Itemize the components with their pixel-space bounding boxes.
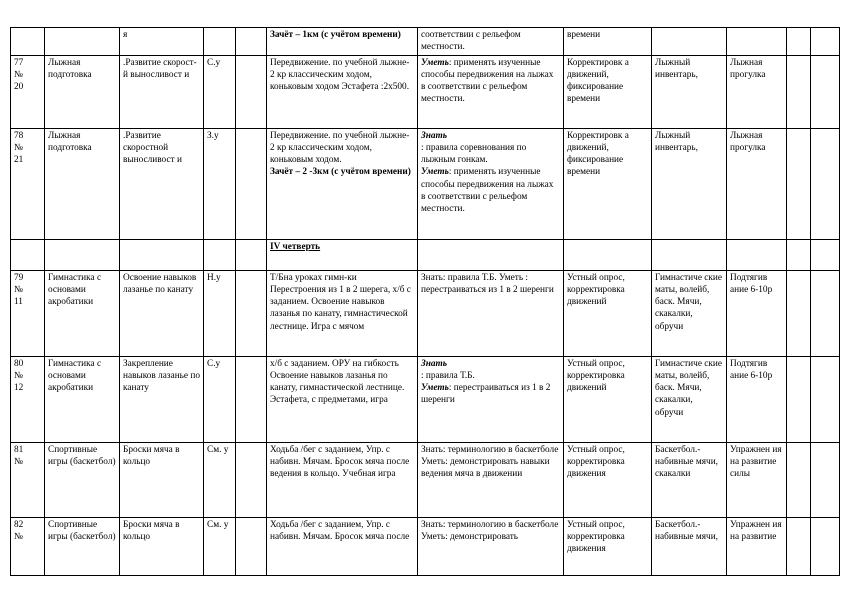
requirements-text: : правила Т.Б. — [421, 370, 475, 381]
lesson-number-text: 81 — [14, 444, 24, 455]
equipment-text: Гимнастиче ские маты, волейб, баск. Мячи, скакалки, обручи — [655, 358, 723, 418]
empty-cell — [811, 356, 840, 442]
homework — [727, 442, 787, 517]
control-type — [564, 356, 652, 442]
lesson-plan-table — [10, 27, 840, 576]
lesson-number-text: 20 — [14, 82, 24, 93]
lesson-content — [267, 356, 418, 442]
lesson-type — [204, 442, 236, 517]
requirements-text: : правила соревнования по лыжным гонкам. — [421, 142, 527, 166]
equipment — [652, 55, 727, 128]
lesson-content — [267, 442, 418, 517]
empty-cell — [236, 239, 267, 270]
empty-cell — [564, 239, 652, 270]
lesson-number-text: 78 — [14, 130, 24, 141]
control-type — [564, 517, 652, 575]
control-type — [564, 28, 652, 56]
empty-cell — [811, 442, 840, 517]
empty-cell — [811, 270, 840, 356]
lesson-topic-text: .Развитие скоростной выносливост и — [123, 130, 182, 166]
lesson-number-text: 82 — [14, 519, 24, 530]
lesson-number-text: 21 — [14, 155, 24, 166]
lesson-topic-text: Броски мяча в кольцо — [123, 519, 180, 542]
section-name-text: Спортивные игры (баскетбол) — [48, 519, 116, 542]
section-name — [45, 356, 120, 442]
lesson-type-text: См. у — [207, 519, 229, 530]
equipment — [652, 356, 727, 442]
table-row — [11, 356, 840, 442]
lesson-number-text: № — [14, 456, 23, 467]
lesson-content — [267, 517, 418, 575]
lesson-number-text: № — [14, 370, 23, 381]
homework-text: Подтягив ание 6-10р — [730, 358, 773, 381]
lesson-type-text: См. у — [207, 444, 229, 455]
lesson-number-text: № — [14, 142, 23, 153]
lesson-type — [204, 356, 236, 442]
requirements-text: Уметь — [421, 167, 449, 178]
lesson-content-text: Т/Бна уроках гимн-ки Перестроения из 1 в 2 шерега, х/б с заданием. Освоение навыков лазанья по канату, гимнастической лестнице. Игра с мячом — [270, 272, 411, 332]
control-type-text: Устный опрос, корректировка движения — [567, 444, 625, 480]
empty-cell — [811, 128, 840, 239]
table-row — [11, 55, 840, 128]
lesson-topic — [120, 28, 204, 56]
lesson-topic — [120, 517, 204, 575]
requirements-text: Уметь — [421, 57, 449, 68]
requirements-text: Уметь — [421, 383, 449, 394]
lesson-topic-text: Закрепление навыков лазанье по канату — [123, 358, 200, 394]
empty-cell — [236, 270, 267, 356]
empty-cell — [236, 442, 267, 517]
lesson-number-text: 77 — [14, 57, 24, 68]
homework — [727, 55, 787, 128]
requirements-text: : применять изученные способы передвижения на лыжах в соответствии с рельефом местности. — [421, 57, 554, 105]
lesson-topic — [120, 55, 204, 128]
requirements-text: Знать — [421, 130, 448, 141]
requirements-text: : применять изученные способы передвижения на лыжах в соответствии с рельефом местности. — [421, 167, 554, 215]
lesson-content-text: Передвижение. по учебной лыжне- 2 кр классическим ходом, коньковым ходом Эстафета :2х500. — [270, 57, 410, 93]
homework-text: Упражнен ия на развитие — [730, 519, 782, 542]
section-name-text: Спортивные игры (баскетбол) — [48, 444, 116, 467]
equipment-text: Гимнастиче ские маты, волейб, баск. Мячи, скакалки, обручи — [655, 272, 723, 332]
lesson-number-text: 11 — [14, 297, 23, 308]
empty-cell — [787, 442, 811, 517]
empty-cell — [11, 239, 45, 270]
empty-cell — [787, 55, 811, 128]
lesson-topic-text: .Развитие скорост-й выносливост и — [123, 57, 197, 80]
section-name — [45, 270, 120, 356]
control-type — [564, 128, 652, 239]
equipment-text: Лыжный инвентарь, — [655, 130, 698, 153]
lesson-topic-text: я — [123, 30, 128, 40]
empty-cell — [236, 28, 267, 56]
requirements — [418, 28, 564, 56]
section-name — [45, 128, 120, 239]
empty-cell — [787, 128, 811, 239]
homework-text: Упражнен ия на развитие силы — [730, 444, 782, 480]
empty-cell — [236, 517, 267, 575]
equipment — [652, 442, 727, 517]
empty-cell — [787, 270, 811, 356]
lesson-number — [11, 55, 45, 128]
quarter-heading — [267, 239, 418, 270]
empty-cell — [236, 356, 267, 442]
equipment — [652, 28, 727, 56]
empty-cell — [652, 239, 727, 270]
control-type-text: Корректировк а движений, фиксирование времени — [567, 57, 629, 105]
lesson-number — [11, 442, 45, 517]
lesson-type — [204, 517, 236, 575]
lesson-type — [204, 55, 236, 128]
homework — [727, 517, 787, 575]
lesson-content — [267, 28, 418, 56]
requirements — [418, 270, 564, 356]
lesson-content-text: Передвижение. по учебной лыжне- 2 кр классическим ходом, коньковым ходом. — [270, 130, 410, 166]
requirements — [418, 356, 564, 442]
empty-cell — [787, 28, 811, 56]
section-name-text: Гимнастика с основами акробатики — [48, 272, 102, 308]
homework — [727, 270, 787, 356]
empty-cell — [120, 239, 204, 270]
empty-cell — [418, 239, 564, 270]
control-type-text: времени — [567, 30, 601, 40]
equipment — [652, 517, 727, 575]
section-name-text: Гимнастика с основами акробатики — [48, 358, 102, 394]
requirements — [418, 517, 564, 575]
lesson-content — [267, 270, 418, 356]
lesson-number-text: 79 — [14, 272, 24, 283]
lesson-content-text: х/б с заданием. ОРУ на гибкость Освоение навыков лазанья по канату, гимнастической лестнице. Эстафета, с предметами, игра — [270, 358, 405, 406]
lesson-topic — [120, 442, 204, 517]
control-type — [564, 55, 652, 128]
lesson-type — [204, 28, 236, 56]
table-row — [11, 28, 840, 56]
homework-text: Лыжная прогулка — [730, 130, 766, 153]
lesson-type-text: С.у — [207, 358, 221, 369]
lesson-topic — [120, 128, 204, 239]
lesson-content — [267, 55, 418, 128]
lesson-type-text: Н.у — [207, 272, 221, 283]
control-type — [564, 442, 652, 517]
lesson-number — [11, 517, 45, 575]
requirements-text: Знать — [421, 358, 448, 369]
table-row — [11, 128, 840, 239]
lesson-type — [204, 270, 236, 356]
lesson-number-text: № — [14, 69, 23, 80]
empty-cell — [236, 128, 267, 239]
control-type-text: Устный опрос, корректировка движения — [567, 519, 625, 555]
empty-cell — [811, 239, 840, 270]
requirements — [418, 442, 564, 517]
lesson-number-text: № — [14, 531, 23, 542]
lesson-type-text: З.у — [207, 130, 219, 141]
equipment — [652, 270, 727, 356]
lesson-content — [267, 128, 418, 239]
lesson-number-text: № — [14, 284, 23, 295]
requirements — [418, 128, 564, 239]
empty-cell — [787, 517, 811, 575]
homework — [727, 356, 787, 442]
table-row — [11, 270, 840, 356]
homework-text: Лыжная прогулка — [730, 57, 766, 80]
lesson-content-text: Ходьба /бег с заданием, Упр. с набивн. Мячам. Бросок мяча после — [270, 519, 410, 542]
section-name — [45, 517, 120, 575]
empty-cell — [811, 28, 840, 56]
lesson-number-text: 12 — [14, 383, 24, 394]
requirements-text: Знать: терминологию в баскетболе Уметь: демонстрировать — [421, 519, 559, 542]
section-name — [45, 28, 120, 56]
homework — [727, 28, 787, 56]
control-type — [564, 270, 652, 356]
empty-cell — [787, 239, 811, 270]
equipment-text: Лыжный инвентарь, — [655, 57, 698, 80]
table-row — [11, 442, 840, 517]
control-type-text: Устный опрос, корректировка движений — [567, 272, 625, 308]
requirements-text: соответствии с рельефом местности. — [421, 30, 521, 53]
table-row — [11, 517, 840, 575]
section-name — [45, 442, 120, 517]
empty-cell — [204, 239, 236, 270]
lesson-number — [11, 128, 45, 239]
requirements — [418, 55, 564, 128]
requirements-text: Знать: терминологию в баскетболе Уметь: демонстрировать навыки ведения мяча в движении — [421, 444, 559, 480]
lesson-number — [11, 270, 45, 356]
lesson-number-text: 80 — [14, 358, 24, 369]
homework-text: Подтягив ание 6-10р — [730, 272, 773, 295]
lesson-number — [11, 356, 45, 442]
lesson-content-text: Зачёт – 1км (с учётом времени) — [270, 30, 401, 40]
lesson-content-text: Зачёт – 2 -3км (с учётом времени) — [270, 167, 411, 178]
control-type-text: Устный опрос, корректировка движений — [567, 358, 625, 394]
lesson-topic-text: Броски мяча в кольцо — [123, 444, 180, 467]
lesson-topic — [120, 270, 204, 356]
requirements-text: Знать: правила Т.Б. Уметь : перестраиваться из 1 в 2 шеренги — [421, 272, 554, 295]
table-row — [11, 239, 840, 270]
quarter-heading-text: IV четверть — [270, 241, 321, 252]
lesson-topic-text: Освоение навыков лазанье по канату — [123, 272, 197, 295]
empty-cell — [727, 239, 787, 270]
empty-cell — [787, 356, 811, 442]
lesson-topic — [120, 356, 204, 442]
section-name-text: Лыжная подготовка — [48, 57, 92, 80]
section-name — [45, 55, 120, 128]
empty-cell — [811, 517, 840, 575]
section-name-text: Лыжная подготовка — [48, 130, 92, 153]
control-type-text: Корректировк а движений, фиксирование времени — [567, 130, 629, 178]
lesson-plan-body — [11, 28, 840, 576]
homework — [727, 128, 787, 239]
equipment — [652, 128, 727, 239]
lesson-number — [11, 28, 45, 56]
lesson-type — [204, 128, 236, 239]
lesson-type-text: С.у — [207, 57, 221, 68]
empty-cell — [811, 55, 840, 128]
equipment-text: Баскетбол.- набивные мячи, — [655, 519, 719, 542]
equipment-text: Баскетбол.- набивные мячи, скакалки — [655, 444, 719, 480]
empty-cell — [45, 239, 120, 270]
requirements-text: : перестраиваться из 1 в 2 шеренги — [421, 383, 551, 406]
lesson-content-text: Ходьба /бег с заданием, Упр. с набивн. Мячам. Бросок мяча после ведения в кольцо. Учебная игра — [270, 444, 410, 480]
empty-cell — [236, 55, 267, 128]
